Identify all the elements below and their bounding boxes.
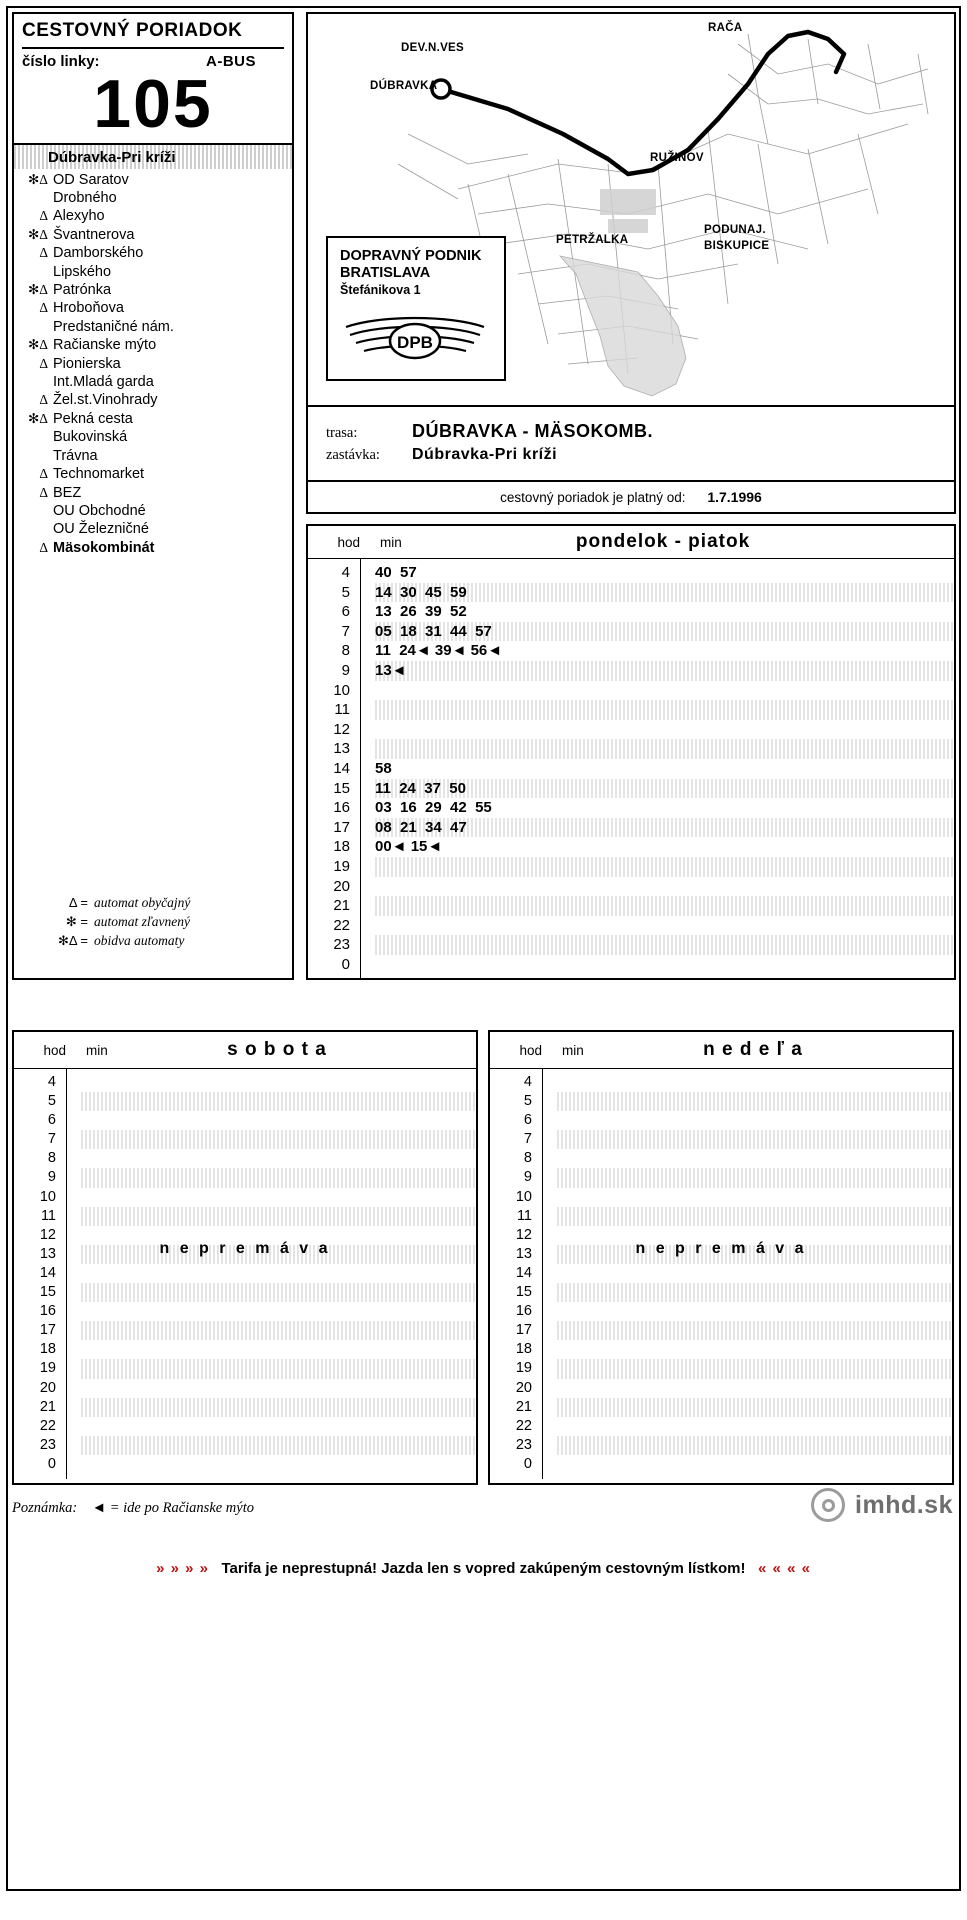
minutes-cell xyxy=(557,1092,952,1111)
tariff-notice xyxy=(0,1560,967,1577)
header-box xyxy=(12,12,294,145)
hour-cell: 19 xyxy=(39,1360,56,1377)
minutes-cell xyxy=(81,1264,476,1283)
minutes-cell xyxy=(81,1092,476,1111)
stop-ticket-machine-marker: ✻Δ xyxy=(28,171,48,187)
minutes-cell xyxy=(557,1188,952,1207)
hour-cell: 10 xyxy=(39,1188,56,1205)
stop-list xyxy=(14,169,292,558)
route-map xyxy=(306,12,956,407)
minutes-cell xyxy=(81,1149,476,1168)
hour-cell: 17 xyxy=(515,1322,532,1339)
stop-name: OD Saratov xyxy=(53,171,129,188)
minutes-cell xyxy=(557,1436,952,1455)
minutes-cell xyxy=(81,1130,476,1149)
stop-item xyxy=(14,263,292,281)
hour-cell: 23 xyxy=(39,1436,56,1453)
hour-cell: 11 xyxy=(334,701,350,719)
day-header-saturday: s o b o t a xyxy=(227,1039,327,1060)
stop-name: Alexyho xyxy=(53,208,105,225)
tariff-text: Tarifa je neprestupná! Jazda len s vopred zakúpeným cestovným lístkom! xyxy=(221,1560,746,1577)
minutes-cell xyxy=(557,1359,952,1378)
minutes-cell: 40 57 xyxy=(375,564,417,581)
hour-cell: 0 xyxy=(47,1455,56,1472)
minutes-cell xyxy=(81,1379,476,1398)
map-label-dubravka: DÚBRAVKA xyxy=(370,80,438,92)
route-label: trasa: xyxy=(326,425,358,441)
hour-cell: 6 xyxy=(523,1112,532,1129)
route-value: DÚBRAVKA - MÄSOKOMB. xyxy=(412,421,653,441)
minutes-cell xyxy=(557,1073,952,1092)
hour-cell: 9 xyxy=(523,1169,532,1186)
hour-cell: 0 xyxy=(523,1455,532,1472)
minutes-cell xyxy=(557,1417,952,1436)
stop-item xyxy=(14,281,292,299)
stop-item xyxy=(14,226,292,244)
stop-name: Pekná cesta xyxy=(53,410,133,427)
legend-text-2: obidva automaty xyxy=(94,932,185,948)
hour-cell: 15 xyxy=(333,779,350,797)
hour-cell: 12 xyxy=(333,720,350,738)
stop-item xyxy=(14,391,292,409)
minutes-cell xyxy=(557,1111,952,1130)
hour-cell: 17 xyxy=(333,818,350,836)
map-label-petrzalka: PETRŽALKA xyxy=(556,234,629,246)
tariff-chevrons-right: « « « « xyxy=(758,1560,811,1577)
minutes-cell xyxy=(81,1302,476,1321)
hour-cell: 18 xyxy=(515,1341,532,1358)
operator-box xyxy=(326,236,506,381)
validity-box xyxy=(306,482,956,514)
stop-item xyxy=(14,539,292,557)
stop-ticket-machine-marker: ✻Δ xyxy=(28,410,48,426)
minutes-cell xyxy=(81,1207,476,1226)
svg-text:DPB: DPB xyxy=(397,333,433,352)
minutes-cell xyxy=(81,1283,476,1302)
minutes-cell: 11 24◄ 39◄ 56◄ xyxy=(375,642,503,660)
stop-name: BEZ xyxy=(53,484,82,501)
no-service-sunday: n e p r e m á v a xyxy=(635,1240,807,1257)
hour-cell: 6 xyxy=(341,603,350,621)
minutes-cell xyxy=(557,1168,952,1187)
stop-item xyxy=(14,207,292,225)
col-header-min-sat: min xyxy=(86,1042,108,1058)
col-header-hour: hod xyxy=(337,534,360,550)
legend-key-1: ✻ = xyxy=(65,913,88,929)
minutes-cell xyxy=(557,1455,952,1474)
footnote-label: Poznámka: xyxy=(12,1500,78,1516)
hour-column-weekday xyxy=(308,559,361,978)
minute-column-saturday xyxy=(67,1069,476,1479)
hour-cell: 4 xyxy=(47,1074,56,1090)
stop-name: Lipského xyxy=(53,263,112,280)
stop-ticket-machine-marker: Δ xyxy=(39,355,48,371)
stop-item xyxy=(14,299,292,317)
minutes-cell xyxy=(557,1302,952,1321)
stop-name: Patrónka xyxy=(53,282,112,299)
hour-column-saturday xyxy=(14,1069,67,1479)
hour-cell: 7 xyxy=(47,1131,56,1148)
right-column xyxy=(306,12,956,980)
hour-cell: 16 xyxy=(333,799,350,817)
col-header-min: min xyxy=(380,534,402,550)
legend-key-2: ✻Δ = xyxy=(57,932,88,948)
line-number-label: číslo linky: xyxy=(22,53,100,70)
stop-item xyxy=(14,318,292,336)
stop-name: Damborského xyxy=(53,245,144,262)
stop-ticket-machine-marker: Δ xyxy=(39,392,48,408)
map-label-ruzinov: RUŽINOV xyxy=(650,152,704,164)
stop-name: Pionierska xyxy=(53,355,121,372)
stop-name: Žel.st.Vinohrady xyxy=(53,392,158,409)
stop-item xyxy=(14,355,292,373)
minute-column-weekday xyxy=(361,559,954,978)
hour-cell: 18 xyxy=(333,838,350,856)
imhd-mark-icon xyxy=(811,1488,845,1522)
timetable-saturday xyxy=(12,1030,478,1485)
hour-cell: 4 xyxy=(523,1074,532,1090)
validity-date: 1.7.1996 xyxy=(707,489,762,505)
minutes-cell: 00◄ 15◄ xyxy=(375,838,443,856)
minutes-cell xyxy=(375,681,954,701)
map-label-podunaj: PODUNAJ. xyxy=(704,224,766,236)
minutes-cell xyxy=(375,700,954,720)
minute-column-sunday xyxy=(543,1069,952,1479)
minutes-cell xyxy=(81,1417,476,1436)
hour-cell: 13 xyxy=(39,1245,56,1262)
minutes-cell xyxy=(557,1340,952,1359)
hour-cell: 11 xyxy=(40,1207,56,1224)
minutes-cell xyxy=(81,1111,476,1130)
current-stop-title: Dúbravka-Pri kríži xyxy=(14,145,292,169)
hour-cell: 23 xyxy=(333,936,350,954)
minutes-cell xyxy=(81,1340,476,1359)
stop-label: zastávka: xyxy=(326,447,380,463)
stop-item xyxy=(14,244,292,262)
hour-cell: 10 xyxy=(333,681,350,699)
stop-item xyxy=(14,447,292,465)
stop-item xyxy=(14,484,292,502)
minutes-cell xyxy=(81,1188,476,1207)
stop-ticket-machine-marker: Δ xyxy=(39,245,48,261)
hour-cell: 16 xyxy=(39,1303,56,1320)
hour-cell: 4 xyxy=(341,564,350,581)
stop-item xyxy=(14,189,292,207)
hour-cell: 8 xyxy=(523,1150,532,1167)
hour-cell: 15 xyxy=(515,1284,532,1301)
stop-ticket-machine-marker: Δ xyxy=(39,466,48,482)
stop-ticket-machine-marker: ✻Δ xyxy=(28,226,48,242)
minutes-cell xyxy=(375,877,954,897)
stop-name: Technomarket xyxy=(53,466,145,483)
timetable-weekday xyxy=(306,524,956,980)
minutes-cell xyxy=(557,1149,952,1168)
stop-item xyxy=(14,520,292,538)
stop-name: OU Obchodné xyxy=(53,502,146,519)
stop-name: Int.Mladá garda xyxy=(53,374,154,391)
day-header-weekday: pondelok - piatok xyxy=(575,531,751,552)
minutes-cell xyxy=(81,1436,476,1455)
minutes-cell xyxy=(375,896,954,916)
map-label-raca: RAČA xyxy=(708,22,743,34)
col-header-min-sun: min xyxy=(562,1042,584,1058)
hour-cell: 15 xyxy=(39,1284,56,1301)
minutes-cell xyxy=(557,1283,952,1302)
minutes-cell: 13◄ xyxy=(375,661,954,681)
hour-cell: 7 xyxy=(341,622,350,640)
stops-box xyxy=(12,145,294,980)
stop-item xyxy=(14,410,292,428)
stop-item xyxy=(14,171,292,189)
col-header-hour-sat: hod xyxy=(43,1042,66,1058)
timetable-sunday xyxy=(488,1030,954,1485)
minutes-cell: 05 18 31 44 57 xyxy=(375,622,954,642)
minutes-cell xyxy=(375,916,954,936)
hour-cell: 19 xyxy=(515,1360,532,1377)
hour-cell: 21 xyxy=(39,1398,56,1415)
map-label-biskupice: BISKUPICE xyxy=(704,240,770,252)
stop-name: Trávna xyxy=(53,447,98,464)
minutes-cell xyxy=(375,935,954,955)
stop-item xyxy=(14,428,292,446)
minutes-cell xyxy=(557,1321,952,1340)
stop-name: Švantnerova xyxy=(53,226,135,243)
hour-cell: 8 xyxy=(341,642,350,660)
stop-name: Bukovinská xyxy=(53,429,128,446)
col-header-hour-sun: hod xyxy=(519,1042,542,1058)
stop-ticket-machine-marker: Δ xyxy=(39,484,48,500)
day-header-sunday: n e d e ľ a xyxy=(703,1039,803,1060)
tariff-chevrons-left: » » » » xyxy=(156,1560,209,1577)
minutes-cell: 11 24 37 50 xyxy=(375,779,954,799)
stop-item xyxy=(14,336,292,354)
hour-cell: 5 xyxy=(47,1093,56,1110)
minutes-cell xyxy=(557,1379,952,1398)
operator-name-2: BRATISLAVA xyxy=(340,265,431,281)
footnote xyxy=(12,1500,254,1517)
legend-text-0: automat obyčajný xyxy=(94,894,191,910)
stop-ticket-machine-marker: Δ xyxy=(39,208,48,224)
hour-cell: 7 xyxy=(523,1131,532,1148)
minutes-cell xyxy=(81,1398,476,1417)
hour-cell: 14 xyxy=(333,759,350,777)
hour-cell: 18 xyxy=(39,1341,56,1358)
legend-text-1: automat zľavnený xyxy=(94,913,191,929)
hour-cell: 20 xyxy=(515,1379,532,1396)
imhd-logo[interactable] xyxy=(811,1488,953,1522)
hour-cell: 16 xyxy=(515,1303,532,1320)
minutes-cell xyxy=(81,1359,476,1378)
hour-cell: 6 xyxy=(47,1112,56,1129)
route-info-box xyxy=(306,407,956,482)
hour-cell: 13 xyxy=(333,740,350,758)
stop-item xyxy=(14,465,292,483)
stop-name: Predstaničné nám. xyxy=(53,318,174,335)
map-label-devnves: DEV.N.VES xyxy=(401,42,464,54)
stop-name: Hroboňova xyxy=(53,300,124,317)
hour-cell: 5 xyxy=(523,1093,532,1110)
stop-name: Račianske mýto xyxy=(53,337,157,354)
minutes-cell: 14 30 45 59 xyxy=(375,583,954,603)
operator-label: A-BUS xyxy=(206,53,256,70)
hour-cell: 12 xyxy=(515,1226,532,1243)
hour-cell: 20 xyxy=(333,877,350,895)
stop-ticket-machine-marker: ✻Δ xyxy=(28,337,48,353)
validity-text: cestovný poriadok je platný od: xyxy=(500,490,686,505)
minutes-cell: 03 16 29 42 55 xyxy=(375,799,492,817)
hour-cell: 12 xyxy=(39,1226,56,1243)
minutes-cell: 08 21 34 47 xyxy=(375,818,954,838)
hour-cell: 13 xyxy=(515,1245,532,1262)
hour-cell: 5 xyxy=(341,583,350,601)
stop-ticket-machine-marker: ✻Δ xyxy=(28,282,48,298)
weekend-tables xyxy=(12,1030,955,1485)
hour-cell: 20 xyxy=(39,1379,56,1396)
legend xyxy=(14,893,292,950)
operator-address: Štefánikova 1 xyxy=(340,283,421,297)
stop-ticket-machine-marker: Δ xyxy=(39,300,48,316)
hour-cell: 9 xyxy=(47,1169,56,1186)
no-service-saturday: n e p r e m á v a xyxy=(159,1240,331,1257)
legend-key-0: Δ = xyxy=(68,894,88,910)
operator-name-1: DOPRAVNÝ PODNIK xyxy=(340,248,482,264)
hour-cell: 10 xyxy=(515,1188,532,1205)
minutes-cell xyxy=(557,1207,952,1226)
minutes-cell xyxy=(557,1398,952,1417)
minutes-cell xyxy=(375,720,954,740)
stop-name: Mäsokombinát xyxy=(53,539,155,556)
minutes-cell xyxy=(375,955,954,975)
minutes-cell xyxy=(375,857,954,877)
minutes-cell xyxy=(81,1073,476,1092)
stop-item xyxy=(14,373,292,391)
hour-cell: 0 xyxy=(341,955,350,973)
hour-cell: 21 xyxy=(333,897,350,915)
hour-cell: 19 xyxy=(333,857,350,875)
minutes-cell xyxy=(557,1264,952,1283)
divider xyxy=(22,47,284,49)
hour-cell: 22 xyxy=(515,1417,532,1434)
imhd-logo-text: imhd.sk xyxy=(855,1490,953,1519)
stop-ticket-machine-marker: Δ xyxy=(39,539,48,555)
stop-item xyxy=(14,502,292,520)
hour-column-sunday xyxy=(490,1069,543,1479)
minutes-cell xyxy=(375,739,954,759)
stop-name: OU Železničné xyxy=(53,521,149,538)
dpb-logo-icon xyxy=(340,309,504,374)
hour-cell: 17 xyxy=(39,1322,56,1339)
minutes-cell: 58 xyxy=(375,759,392,777)
page-title: CESTOVNÝ PORIADOK xyxy=(22,20,243,41)
minutes-cell xyxy=(81,1321,476,1340)
stop-name: Drobného xyxy=(53,190,117,206)
line-number: 105 xyxy=(93,66,213,142)
hour-cell: 14 xyxy=(515,1264,532,1281)
hour-cell: 8 xyxy=(47,1150,56,1167)
minutes-cell xyxy=(81,1168,476,1187)
left-column xyxy=(12,12,294,1012)
hour-cell: 9 xyxy=(341,661,350,679)
hour-cell: 22 xyxy=(333,916,350,934)
minutes-cell xyxy=(81,1455,476,1474)
hour-cell: 21 xyxy=(515,1398,532,1415)
footnote-text: ◄ = ide po Račianske mýto xyxy=(91,1500,254,1516)
minutes-cell: 13 26 39 52 xyxy=(375,603,467,621)
hour-cell: 11 xyxy=(516,1207,532,1224)
minutes-cell xyxy=(557,1130,952,1149)
hour-cell: 14 xyxy=(39,1264,56,1281)
hour-cell: 22 xyxy=(39,1417,56,1434)
hour-cell: 23 xyxy=(515,1436,532,1453)
stop-value: Dúbravka-Pri kríži xyxy=(412,446,558,463)
